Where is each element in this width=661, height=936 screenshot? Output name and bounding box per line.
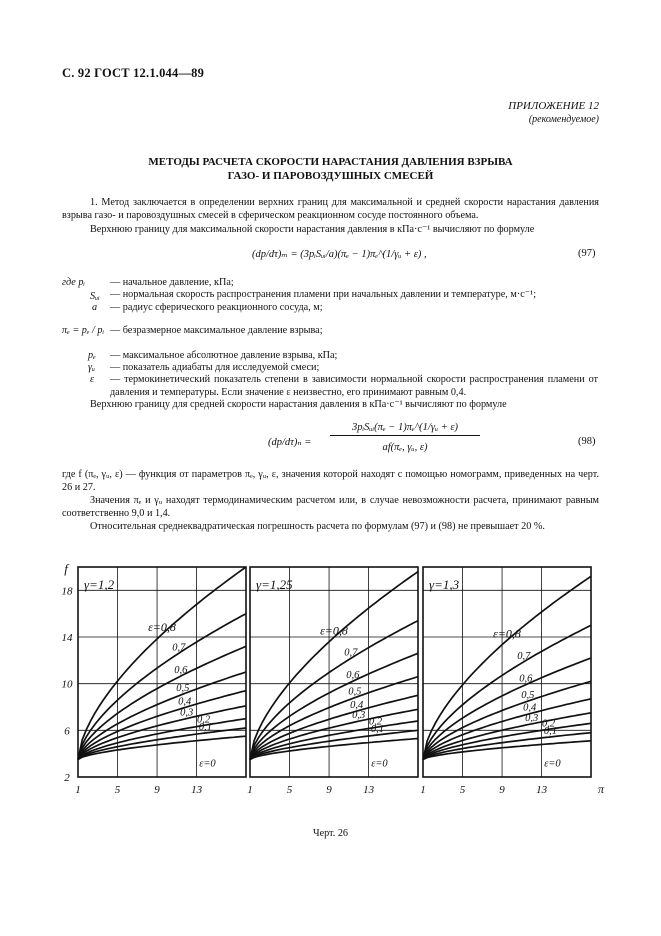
panel-frame-0: [78, 567, 246, 777]
figure-caption: Черт. 26: [312, 828, 349, 839]
panel-2-curve-label-5: 0,3: [525, 712, 539, 724]
def-sym-0: где pᵢ: [62, 277, 86, 288]
paragraph-3: Верхнюю границу для средней скорости нарастания давления в кПа·с⁻¹ вычисляют по формуле: [90, 399, 507, 410]
panel-0-curve-label-3: 0,5: [176, 683, 190, 695]
def-text-5: — показатель адиабаты для исследуемой смеси;: [110, 362, 320, 373]
panel-0-curve-label-6: 0,2: [196, 714, 211, 726]
paragraph-4: где f (πₑ, γᵤ, ε) — функция от параметров πₑ, γᵤ, ε, значения которой находят с помощью номограмм, приведенных на черт. 26 и 27.: [62, 469, 599, 493]
y-axis-label: f: [64, 561, 68, 576]
panel-0-curve-label-0: ε=0,8: [148, 620, 176, 635]
def-text-0: — начальное давление, кПа;: [110, 277, 234, 288]
panel-1-curve-8: [250, 739, 418, 760]
panel-2-curve-label-8: ε=0: [544, 758, 561, 770]
panel-0-gamma-label: γ=1,2: [84, 577, 115, 592]
def-text-1: — нормальная скорость распространения пламени при начальных давлении и температуре, м·с⁻¹;: [110, 289, 537, 300]
panel-1-curve-label-3: 0,5: [348, 686, 362, 698]
panel-1-curve-label-5: 0,3: [352, 710, 366, 722]
section-title: [62, 155, 599, 183]
panel-2-gamma-label: γ=1,3: [429, 577, 460, 592]
paragraph-6: Относительная среднеквадратическая погрешность расчета по формулам (97) и (98) не превышает 20 %.: [90, 521, 545, 532]
def-sym-6: ε: [90, 374, 95, 385]
panel-0-x-tick-1: 5: [114, 784, 121, 796]
panel-2-curve-8: [423, 741, 591, 760]
def-sym-4: pₑ: [88, 350, 96, 361]
panel-1-curve-label-8: ε=0: [371, 758, 388, 770]
formula-98-lhs: (dp/dτ)ₙ =: [268, 437, 312, 448]
panel-1-x-tick-3: 13: [363, 784, 375, 796]
panel-0-curve-label-1: 0,7: [172, 642, 186, 654]
panel-1-x-tick-1: 5: [286, 784, 293, 796]
def-text-6: — термокинетический показатель степени в зависимости нормальной скорости распространения пламени от давления и температуры. Если значение ε неизвестно, его принимают равным 0,4.: [110, 374, 598, 398]
panel-2-x-tick-2: 9: [499, 784, 505, 796]
panel-0-x-tick-2: 9: [154, 784, 160, 796]
page-header: С. 92 ГОСТ 12.1.044—89: [62, 66, 205, 80]
panel-1-curve-label-7: 0,1: [370, 723, 385, 735]
section-title-line-1: МЕТОДЫ РАСЧЕТА СКОРОСТИ НАРАСТАНИЯ ДАВЛЕНИЯ ВЗРЫВА: [148, 156, 513, 168]
panel-1-curve-label-4: 0,4: [350, 700, 364, 712]
paragraph-1: 1. Метод заключается в определении верхних границ для максимальной и средней скорости нарастания давления взрыва газо- и паровоздушных смесей в сферическом реакционном сосуде постоянного объема.: [62, 197, 599, 221]
panel-2-curve-1: [423, 625, 591, 759]
appendix-title: ПРИЛОЖЕНИЕ 12: [508, 100, 599, 112]
panel-0-curve-label-5: 0,3: [180, 707, 194, 719]
def-text-3: — безразмерное максимальное давление взрыва;: [110, 325, 323, 336]
def-sym-2: a: [92, 302, 98, 313]
panel-1-x-tick-2: 9: [326, 784, 332, 796]
panel-2-curve-label-1: 0,7: [517, 650, 531, 662]
panel-0-x-tick-0: 1: [75, 784, 81, 796]
def-sym-5: γᵤ: [88, 362, 95, 373]
panel-0-curve-label-8: ε=0: [199, 758, 216, 770]
section-title-line-2: ГАЗО- И ПАРОВОЗДУШНЫХ СМЕСЕЙ: [227, 170, 434, 182]
appendix-subtitle: (рекомендуемое): [528, 114, 599, 125]
formula-97-number: (97): [578, 248, 596, 259]
y-tick-label-0: 2: [64, 772, 70, 784]
def-sym-1: Sᵤᵢ: [90, 291, 100, 302]
y-tick-label-4: 18: [61, 585, 73, 598]
formula-98-numerator: 3pᵢSᵤᵢ(πₑ − 1)πₑ^(1/γᵤ + ε): [330, 422, 480, 436]
def-text-2: — радиус сферического реакционного сосуда, м;: [110, 302, 323, 313]
panel-2-x-tick-0: 1: [420, 784, 426, 796]
panel-1-curve-label-6: 0,2: [368, 716, 383, 728]
y-tick-label-2: 10: [61, 678, 73, 691]
panel-2-curve-label-3: 0,5: [521, 690, 535, 702]
panel-1-curve-0: [250, 572, 418, 760]
y-tick-label-1: 6: [64, 725, 70, 738]
panel-2-curve-label-7: 0,1: [543, 725, 558, 737]
def-sym-3: πₑ = pₑ / pᵢ: [62, 325, 105, 336]
panel-1-gamma-label: γ=1,25: [256, 577, 293, 592]
formula-97: (dp/dτ)ₘ = (3pᵢSᵤᵢ/a)(πₑ − 1)πₑ^(1/γᵤ + ε) ,: [252, 249, 427, 260]
panel-1-x-tick-0: 1: [247, 784, 253, 796]
panel-2-x-tick-3: 13: [536, 784, 548, 796]
y-tick-label-3: 14: [61, 632, 73, 644]
appendix-label: [508, 100, 599, 126]
def-text-4: — максимальное абсолютное давление взрыва, кПа;: [110, 350, 338, 361]
panel-2-curve-label-4: 0,4: [523, 702, 537, 714]
paragraph-5: Значения πₑ и γᵤ находят термодинамическим расчетом или, в случае невозможности расчета, принимают равным соответственно 9,0 и 1,4.: [62, 495, 599, 519]
panel-1-curve-label-1: 0,7: [344, 647, 358, 659]
panel-0-curve-label-4: 0,4: [178, 696, 192, 708]
nomogram-chart: [0, 555, 661, 815]
x-axis-label: π: [597, 782, 605, 796]
panel-2-curve-label-2: 0,6: [519, 673, 533, 685]
panel-2-x-tick-1: 5: [459, 784, 466, 796]
formula-98-number: (98): [578, 436, 596, 447]
panel-1-curve-label-0: ε=0,8: [320, 623, 348, 638]
panel-0-curve-label-2: 0,6: [174, 665, 188, 677]
formula-98-denominator: af(πₑ, γᵤ, ε): [382, 442, 428, 453]
panel-2-curve-label-0: ε=0,8: [493, 626, 521, 641]
panel-2-curve-label-6: 0,2: [541, 718, 556, 730]
panel-1-curve-label-2: 0,6: [346, 670, 360, 682]
panel-0-x-tick-3: 13: [191, 784, 203, 796]
panel-0-curve-label-7: 0,1: [198, 721, 213, 733]
paragraph-2: Верхнюю границу для максимальной скорости нарастания давления в кПа·с⁻¹ вычисляют по формуле: [90, 224, 535, 235]
